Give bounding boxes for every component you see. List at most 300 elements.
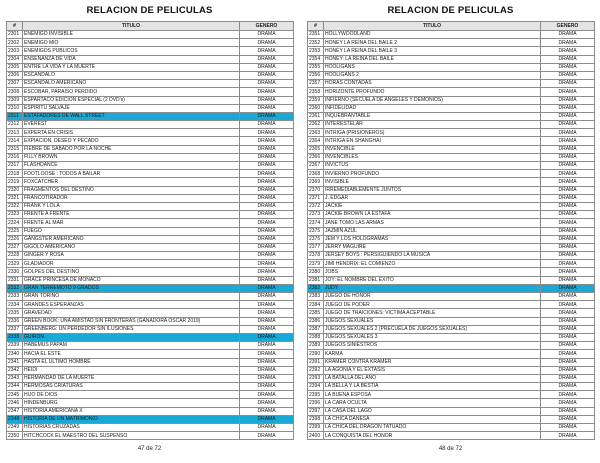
row-title: JERSEY BOYS : PERSIGUIENDO LA MUSICA <box>324 252 541 260</box>
row-title: FRANCOTIRADOR <box>23 194 240 202</box>
table-row <box>7 293 294 301</box>
row-number: 2324 <box>7 219 23 227</box>
table-row <box>7 227 294 235</box>
table-row <box>308 121 595 129</box>
row-title: FOXCATCHER <box>23 178 240 186</box>
row-genre: DRAMA <box>240 121 294 129</box>
movies-table <box>6 21 294 440</box>
row-genre: DRAMA <box>541 71 595 79</box>
table-row <box>7 252 294 260</box>
table-row <box>308 366 595 374</box>
row-title: ENEMIGO INVISIBLE <box>23 31 240 39</box>
movies-table <box>307 21 595 440</box>
table-row <box>308 268 595 276</box>
row-genre: DRAMA <box>541 432 595 440</box>
table-row <box>7 129 294 137</box>
row-title: JOY: EL NOMBRE DEL EXITO <box>324 276 541 284</box>
row-genre: DRAMA <box>240 301 294 309</box>
row-title: GREENBERG: UN PERDEDOR SIN ILUSIONES <box>23 325 240 333</box>
row-number: 2389 <box>308 342 324 350</box>
table-row <box>308 333 595 341</box>
table-row <box>7 96 294 104</box>
row-title: GRACE PRINCESA DE MONACO <box>23 276 240 284</box>
table-row <box>308 235 595 243</box>
table-row <box>7 39 294 47</box>
row-title: JUEGO DE PODER <box>324 301 541 309</box>
table-row <box>308 325 595 333</box>
table-row <box>7 276 294 284</box>
row-genre: DRAMA <box>541 350 595 358</box>
table-row-highlighted <box>7 415 294 423</box>
table-row <box>7 194 294 202</box>
table-row <box>308 170 595 178</box>
row-title: IRREMEDIABLEMENTE JUNTOS <box>324 186 541 194</box>
table-header-row <box>7 22 294 31</box>
row-title: FRENTE A FRENTE <box>23 211 240 219</box>
row-genre: DRAMA <box>240 219 294 227</box>
row-title: GREEN BOOK: UNA AMISTAD SIN FRONTERAS (GANADORA OSCAR 2019) <box>23 317 240 325</box>
table-row <box>7 219 294 227</box>
row-number: 2311 <box>7 112 23 120</box>
row-number: 2301 <box>7 31 23 39</box>
table-row <box>308 153 595 161</box>
row-title: INVICTUS <box>324 162 541 170</box>
row-title: FOOTLOOSE : TODOS A BAILAR <box>23 170 240 178</box>
row-number: 2333 <box>7 293 23 301</box>
row-title: HORIZONTE PROFUNDO <box>324 88 541 96</box>
row-title: ENEMIGO MIO <box>23 39 240 47</box>
table-row <box>7 301 294 309</box>
row-genre: DRAMA <box>240 211 294 219</box>
row-number: 2307 <box>7 80 23 88</box>
row-number: 2330 <box>7 268 23 276</box>
row-genre: DRAMA <box>240 333 294 341</box>
row-number: 2316 <box>7 153 23 161</box>
row-genre: DRAMA <box>541 325 595 333</box>
row-genre: DRAMA <box>240 383 294 391</box>
row-number: 2353 <box>308 47 324 55</box>
row-genre: DRAMA <box>541 96 595 104</box>
row-title: ESTAFADORES DE WALL STREET <box>23 112 240 120</box>
row-number: 2363 <box>308 129 324 137</box>
row-number: 2323 <box>7 211 23 219</box>
row-genre: DRAMA <box>240 252 294 260</box>
row-number: 2317 <box>7 162 23 170</box>
table-row <box>7 104 294 112</box>
row-genre: DRAMA <box>240 391 294 399</box>
row-number: 2375 <box>308 227 324 235</box>
row-title: GUIRON <box>23 333 240 341</box>
row-title: HINDENBURG <box>23 399 240 407</box>
row-title: J. EDGAR <box>324 194 541 202</box>
row-genre: DRAMA <box>240 63 294 71</box>
row-number: 2326 <box>7 235 23 243</box>
row-number: 2367 <box>308 162 324 170</box>
row-title: LA CHICA DEL DRAGON TATUADO <box>324 424 541 432</box>
row-title: FRAGMENTOS DEL DESTINO <box>23 186 240 194</box>
row-title: HERMOSAS CRIATURAS <box>23 383 240 391</box>
row-genre: DRAMA <box>240 309 294 317</box>
row-genre: DRAMA <box>541 260 595 268</box>
row-title: HONEY LA REINA DEL BAILE 3 <box>324 47 541 55</box>
row-title: GRAN TERREMOTO 9 GRADOS <box>23 284 240 292</box>
table-row <box>308 55 595 63</box>
row-title: INFIERNO (SECUELA DE ANGELES Y DEMONIOS) <box>324 96 541 104</box>
row-genre: DRAMA <box>541 186 595 194</box>
row-title: LA AGONIA Y EL EXTASIS <box>324 366 541 374</box>
row-genre: DRAMA <box>240 194 294 202</box>
row-title: JIMI HENDRIX: EL COMIENZO <box>324 260 541 268</box>
table-row <box>7 309 294 317</box>
row-number: 2361 <box>308 112 324 120</box>
row-title: ESCOBAR, PARAISO PERDIDO <box>23 88 240 96</box>
row-genre: DRAMA <box>240 325 294 333</box>
table-row <box>308 317 595 325</box>
row-number: 2338 <box>7 333 23 341</box>
table-row <box>7 399 294 407</box>
row-genre: DRAMA <box>541 407 595 415</box>
row-number: 2374 <box>308 219 324 227</box>
page-title: RELACION DE PELICULAS <box>86 5 213 16</box>
row-genre: DRAMA <box>240 350 294 358</box>
row-genre: DRAMA <box>541 317 595 325</box>
row-title: JANE TOMO LAS ARMAS <box>324 219 541 227</box>
table-row <box>308 178 595 186</box>
row-number: 2364 <box>308 137 324 145</box>
row-genre: DRAMA <box>541 170 595 178</box>
row-title: FRANK Y LOLA <box>23 202 240 210</box>
row-genre: DRAMA <box>240 268 294 276</box>
table-row <box>7 178 294 186</box>
table-row <box>7 145 294 153</box>
table-row-highlighted <box>7 112 294 120</box>
row-title: HACIA EL ESTE <box>23 350 240 358</box>
row-genre: DRAMA <box>240 424 294 432</box>
table-row <box>7 317 294 325</box>
row-title: HASTA EL ULTIMO HOMBRE <box>23 358 240 366</box>
row-title: INVENCIBLES <box>324 153 541 161</box>
table-row <box>308 104 595 112</box>
row-number: 2339 <box>7 342 23 350</box>
table-row <box>7 170 294 178</box>
table-row <box>7 350 294 358</box>
table-row <box>308 129 595 137</box>
table-row-highlighted <box>7 284 294 292</box>
row-title: EXPIACION, DESEO Y PECADO <box>23 137 240 145</box>
row-title: ESCANDALO <box>23 71 240 79</box>
row-number: 2373 <box>308 211 324 219</box>
row-number: 2304 <box>7 55 23 63</box>
table-row <box>308 383 595 391</box>
row-number: 2385 <box>308 309 324 317</box>
row-number: 2359 <box>308 96 324 104</box>
row-title: INVISIBLE <box>324 178 541 186</box>
table-row <box>7 186 294 194</box>
row-title: FLASHDANCE <box>23 162 240 170</box>
row-genre: DRAMA <box>541 211 595 219</box>
row-number: 2378 <box>308 252 324 260</box>
row-number: 2371 <box>308 194 324 202</box>
table-row <box>7 383 294 391</box>
row-genre: DRAMA <box>240 80 294 88</box>
row-title: HISTORIA AMERICANA X <box>23 407 240 415</box>
row-number: 2337 <box>7 325 23 333</box>
row-title: HONEY: LA REINA DEL BAILE <box>324 55 541 63</box>
row-number: 2366 <box>308 153 324 161</box>
row-genre: DRAMA <box>541 121 595 129</box>
row-genre: DRAMA <box>240 71 294 79</box>
row-genre: DRAMA <box>541 31 595 39</box>
row-title: ESPARTACO EDICION ESPECIAL (2 DVD's) <box>23 96 240 104</box>
row-number: 2302 <box>7 39 23 47</box>
row-title: GRAN TORINO <box>23 293 240 301</box>
row-number: 2334 <box>7 301 23 309</box>
row-number: 2382 <box>308 284 324 292</box>
row-title: INVENCIBLE <box>324 145 541 153</box>
row-number: 2391 <box>308 358 324 366</box>
table-row <box>7 358 294 366</box>
page-title: RELACION DE PELICULAS <box>387 5 514 16</box>
row-genre: DRAMA <box>240 153 294 161</box>
table-row-highlighted <box>7 333 294 341</box>
row-title: FUEGO <box>23 227 240 235</box>
header-title: TITULO <box>23 22 240 31</box>
row-title: HERMANDAD DE LA MUERTE <box>23 374 240 382</box>
row-title: JACKIE BROWN LA ESTAFA <box>324 211 541 219</box>
row-title: GIGOLO AMERICANO <box>23 243 240 251</box>
row-genre: DRAMA <box>541 145 595 153</box>
row-title: GLADIADOR <box>23 260 240 268</box>
row-number: 2308 <box>7 88 23 96</box>
row-number: 2350 <box>7 432 23 440</box>
table-row <box>7 374 294 382</box>
table-row <box>308 252 595 260</box>
row-genre: DRAMA <box>541 235 595 243</box>
row-genre: DRAMA <box>541 112 595 120</box>
row-number: 2349 <box>7 424 23 432</box>
row-genre: DRAMA <box>541 342 595 350</box>
table-row <box>308 47 595 55</box>
table-header-row <box>308 22 595 31</box>
table-row <box>308 391 595 399</box>
row-genre: DRAMA <box>240 399 294 407</box>
row-title: LA CARA OCULTA <box>324 399 541 407</box>
row-title: HIJO DE DIOS <box>23 391 240 399</box>
row-number: 2351 <box>308 31 324 39</box>
row-title: ENTRE LA VIDA Y LA MUERTE <box>23 63 240 71</box>
row-genre: DRAMA <box>541 227 595 235</box>
row-number: 2352 <box>308 39 324 47</box>
row-title: KRAMER CONTRA KRAMER <box>324 358 541 366</box>
table-row <box>7 47 294 55</box>
row-number: 2357 <box>308 80 324 88</box>
row-number: 2322 <box>7 202 23 210</box>
row-number: 2335 <box>7 309 23 317</box>
table-row <box>308 301 595 309</box>
row-title: INFIDELIDAD <box>324 104 541 112</box>
row-genre: DRAMA <box>240 170 294 178</box>
row-title: HABEMUS PAPAM <box>23 342 240 350</box>
row-number: 2355 <box>308 63 324 71</box>
row-number: 2369 <box>308 178 324 186</box>
row-genre: DRAMA <box>240 293 294 301</box>
row-number: 2360 <box>308 104 324 112</box>
row-title: JACKIE <box>324 202 541 210</box>
row-genre: DRAMA <box>240 31 294 39</box>
row-number: 2370 <box>308 186 324 194</box>
row-genre: DRAMA <box>541 399 595 407</box>
row-title: GOLPES DEL DESTINO <box>23 268 240 276</box>
row-number: 2336 <box>7 317 23 325</box>
table-row <box>308 358 595 366</box>
table-row <box>7 243 294 251</box>
row-number: 2313 <box>7 129 23 137</box>
table-row <box>308 243 595 251</box>
row-number: 2312 <box>7 121 23 129</box>
row-number: 2327 <box>7 243 23 251</box>
row-title: EXPERTA EN CRISIS <box>23 129 240 137</box>
row-number: 2310 <box>7 104 23 112</box>
table-row <box>7 55 294 63</box>
table-row <box>7 121 294 129</box>
table-row <box>308 71 595 79</box>
table-row <box>7 162 294 170</box>
row-number: 2340 <box>7 350 23 358</box>
row-title: HEIDI <box>23 366 240 374</box>
row-title: JUEGO DE HONOR <box>324 293 541 301</box>
header-number: # <box>308 22 324 31</box>
table-row <box>308 276 595 284</box>
page-number: 47 de 72 <box>137 446 162 452</box>
row-genre: DRAMA <box>240 415 294 423</box>
row-genre: DRAMA <box>541 415 595 423</box>
table-row <box>308 162 595 170</box>
row-genre: DRAMA <box>240 112 294 120</box>
row-title: HORAS CONTADAS <box>324 80 541 88</box>
row-number: 2372 <box>308 202 324 210</box>
header-genre: GENERO <box>240 22 294 31</box>
table-row <box>7 71 294 79</box>
row-genre: DRAMA <box>541 293 595 301</box>
row-number: 2387 <box>308 325 324 333</box>
row-title: HOOLIGANS 2 <box>324 71 541 79</box>
row-genre: DRAMA <box>240 374 294 382</box>
row-genre: DRAMA <box>541 358 595 366</box>
row-number: 2384 <box>308 301 324 309</box>
row-number: 2398 <box>308 415 324 423</box>
table-row <box>308 186 595 194</box>
row-number: 2328 <box>7 252 23 260</box>
row-title: INTRIGA (PRISIONEROS) <box>324 129 541 137</box>
row-genre: DRAMA <box>240 243 294 251</box>
row-genre: DRAMA <box>240 186 294 194</box>
row-number: 2343 <box>7 374 23 382</box>
table-row <box>308 39 595 47</box>
row-genre: DRAMA <box>541 55 595 63</box>
row-genre: DRAMA <box>541 80 595 88</box>
header-number: # <box>7 22 23 31</box>
table-row <box>7 342 294 350</box>
row-title: LA BUENA ESPOSA <box>324 391 541 399</box>
row-number: 2318 <box>7 170 23 178</box>
row-title: ESPIRITU SALVAJE <box>23 104 240 112</box>
row-genre: DRAMA <box>541 391 595 399</box>
row-number: 2346 <box>7 399 23 407</box>
row-title: LA BATALLA DEL AÑO <box>324 374 541 382</box>
table-row <box>7 31 294 39</box>
page-number: 48 de 72 <box>438 446 463 452</box>
row-title: INVIERNO PROFUNDO <box>324 170 541 178</box>
table-row <box>7 88 294 96</box>
table-row <box>7 325 294 333</box>
table-row <box>308 112 595 120</box>
row-genre: DRAMA <box>240 129 294 137</box>
row-number: 2342 <box>7 366 23 374</box>
row-number: 2345 <box>7 391 23 399</box>
row-number: 2358 <box>308 88 324 96</box>
row-genre: DRAMA <box>541 374 595 382</box>
table-row <box>7 260 294 268</box>
row-genre: DRAMA <box>541 137 595 145</box>
table-row <box>308 96 595 104</box>
row-title: JUDY <box>324 284 541 292</box>
table-row <box>7 137 294 145</box>
row-title: HISTORIAS CRUZADAS <box>23 424 240 432</box>
row-genre: DRAMA <box>541 424 595 432</box>
table-row <box>7 407 294 415</box>
row-genre: DRAMA <box>240 137 294 145</box>
row-genre: DRAMA <box>240 104 294 112</box>
row-number: 2321 <box>7 194 23 202</box>
row-number: 2341 <box>7 358 23 366</box>
row-title: JUEGOS SEXUALES 2 (PRECUELA DE JUEGOS SEXUALES) <box>324 325 541 333</box>
row-title: INQUEBRANTABLE <box>324 112 541 120</box>
table-row <box>308 342 595 350</box>
row-number: 2332 <box>7 284 23 292</box>
row-number: 2309 <box>7 96 23 104</box>
row-genre: DRAMA <box>541 309 595 317</box>
row-genre: DRAMA <box>541 276 595 284</box>
row-number: 2393 <box>308 374 324 382</box>
table-row <box>7 366 294 374</box>
table-row <box>308 350 595 358</box>
row-number: 2320 <box>7 186 23 194</box>
table-row <box>308 293 595 301</box>
table-row <box>7 202 294 210</box>
row-title: LA CHICA DANESA <box>324 415 541 423</box>
row-genre: DRAMA <box>240 88 294 96</box>
row-title: JUEGOS SINIESTROS <box>324 342 541 350</box>
table-row <box>7 424 294 432</box>
row-genre: DRAMA <box>541 153 595 161</box>
row-title: GRANDES ESPERANZAS <box>23 301 240 309</box>
row-number: 2356 <box>308 71 324 79</box>
table-row <box>308 63 595 71</box>
row-title: FIEBRE DE SABADO POR LA NOCHE <box>23 145 240 153</box>
row-title: HOOLIGANS <box>324 63 541 71</box>
table-row <box>308 432 595 440</box>
row-number: 2365 <box>308 145 324 153</box>
row-genre: DRAMA <box>240 432 294 440</box>
row-title: HONEY LA REINA DEL BAILE 2 <box>324 39 541 47</box>
row-number: 2377 <box>308 243 324 251</box>
row-title: JUEGOS SEXUALES 3 <box>324 333 541 341</box>
row-title: HISTORIA DE UN MATRIMONIO <box>23 415 240 423</box>
row-genre: DRAMA <box>541 284 595 292</box>
row-number: 2306 <box>7 71 23 79</box>
table-row <box>7 153 294 161</box>
table-row <box>308 137 595 145</box>
